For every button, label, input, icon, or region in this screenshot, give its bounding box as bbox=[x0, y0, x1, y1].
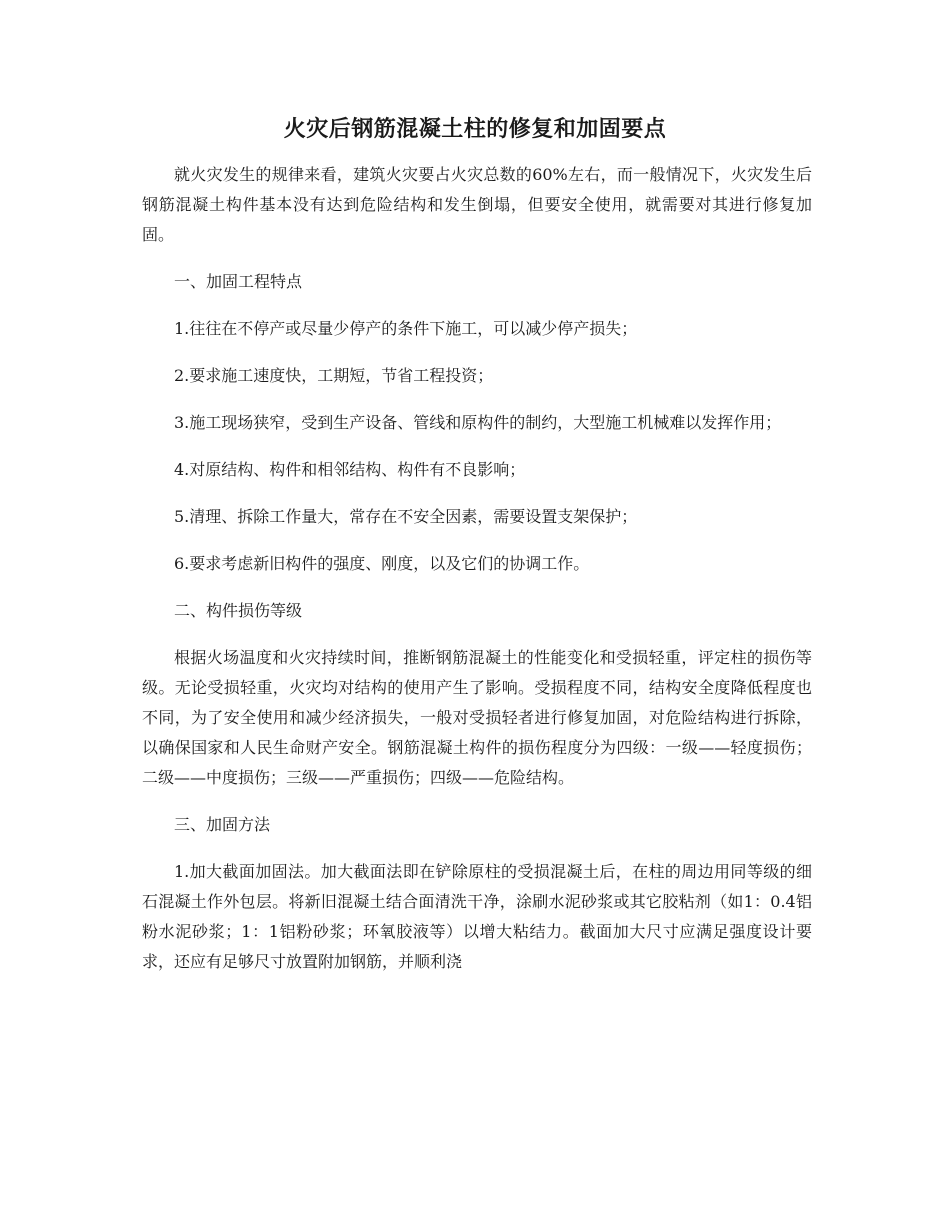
feature-item-4: 4.对原结构、构件和相邻结构、构件有不良影响； bbox=[174, 460, 526, 479]
methods-paragraph: 1.加大截面加固法。加大截面法即在铲除原柱的受损混凝土后，在柱的周边用同等级的细石混凝土作外包层。将新旧混凝土结合面清洗干净，涂刷水泥砂浆或其它胶粘剂（如1：0.4铝粉水泥砂浆；1：1铝粉砂浆；环氧胶液等）以增大粘结力。截面加大尺寸应满足强度设计要求，还应有足够尺寸放置附加钢筋，并顺利浇 bbox=[142, 862, 812, 971]
damage-levels-paragraph: 根据火场温度和火灾持续时间，推断钢筋混凝土的性能变化和受损轻重，评定柱的损伤等级。无论受损轻重，火灾均对结构的使用产生了影响。受损程度不同，结构安全度降低程度也不同，为了安全使用和减少经济损失，一般对受损轻者进行修复加固，对危险结构进行拆除，以确保国家和人民生命财产安全。钢筋混凝土构件的损伤程度分为四级：一级——轻度损伤；二级——中度损伤；三级——严重损伤；四级——危险结构。 bbox=[142, 648, 812, 787]
feature-item-3: 3.施工现场狭窄，受到生产设备、管线和原构件的制约，大型施工机械难以发挥作用； bbox=[174, 413, 782, 432]
feature-item-1: 1.往往在不停产或尽量少停产的条件下施工，可以减少停产损失； bbox=[174, 319, 638, 338]
intro-paragraph: 就火灾发生的规律来看，建筑火灾要占火灾总数的60%左右，而一般情况下，火灾发生后钢筋混凝土构件基本没有达到危险结构和发生倒塌，但要安全使用，就需要对其进行修复加固。 bbox=[142, 165, 812, 244]
section-heading-methods: 三、加固方法 bbox=[174, 815, 271, 834]
feature-item-2: 2.要求施工速度快，工期短，节省工程投资； bbox=[174, 366, 494, 385]
document-body bbox=[142, 160, 812, 994]
document-title: 火灾后钢筋混凝土柱的修复和加固要点 bbox=[283, 116, 667, 142]
feature-item-6: 6.要求考虑新旧构件的强度、刚度，以及它们的协调工作。 bbox=[174, 554, 590, 573]
feature-item-5: 5.清理、拆除工作量大，常存在不安全因素，需要设置支架保护； bbox=[174, 507, 638, 526]
section-heading-damage-levels: 二、构件损伤等级 bbox=[174, 601, 303, 620]
section-heading-features: 一、加固工程特点 bbox=[174, 272, 303, 291]
